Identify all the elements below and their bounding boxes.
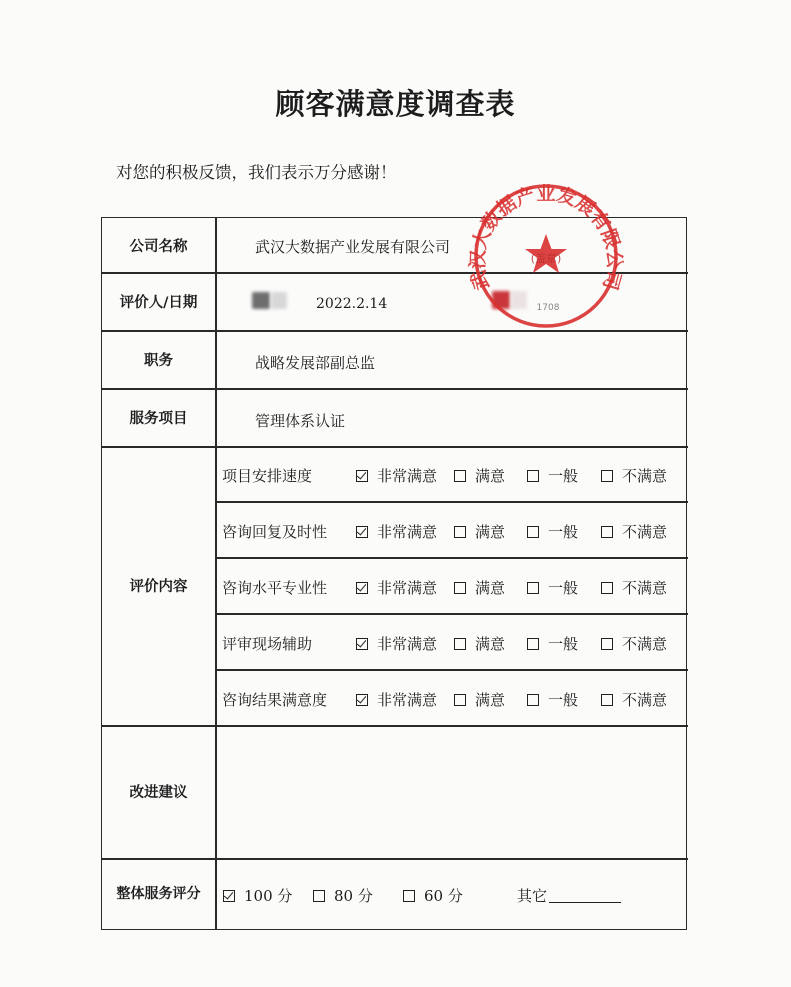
checkbox-icon[interactable] <box>223 890 235 902</box>
seal-number: 1708 <box>536 303 560 313</box>
service-label: 服务项目 <box>129 410 188 427</box>
rating-option-label: 非常满意 <box>377 523 438 541</box>
checkbox-icon[interactable] <box>454 582 466 594</box>
seal-center-text: (盖章) <box>530 252 562 265</box>
rating-option[interactable] <box>601 465 667 486</box>
criterion-label: 咨询结果满意度 <box>222 691 328 709</box>
rating-option-label: 不满意 <box>622 691 668 709</box>
row-divider <box>215 501 688 503</box>
criterion-label: 咨询水平专业性 <box>222 579 328 597</box>
checkbox-icon[interactable] <box>356 638 368 650</box>
checkbox-icon[interactable] <box>601 470 613 482</box>
rating-option-label: 不满意 <box>622 467 668 485</box>
rating-option[interactable] <box>601 577 667 598</box>
rating-option[interactable] <box>356 633 437 654</box>
rating-option-label: 非常满意 <box>377 691 438 709</box>
rating-option-label: 一般 <box>548 579 579 597</box>
other-input-line[interactable] <box>549 888 621 903</box>
checkbox-icon[interactable] <box>454 470 466 482</box>
checkbox-icon[interactable] <box>601 694 613 706</box>
rating-option-label: 非常满意 <box>377 579 438 597</box>
seal-text: 武汉大数据产业发展有限公司 <box>466 182 626 293</box>
rating-option[interactable] <box>454 521 505 542</box>
rating-option-label: 不满意 <box>622 579 668 597</box>
rating-option-label: 一般 <box>548 467 579 485</box>
criterion-label: 评审现场辅助 <box>222 635 313 653</box>
rating-option-label: 非常满意 <box>377 467 438 485</box>
row-divider <box>215 557 688 559</box>
rating-option-label: 非常满意 <box>377 635 438 653</box>
rating-option[interactable] <box>527 521 578 542</box>
rating-option-label: 不满意 <box>622 635 668 653</box>
rating-option-label: 满意 <box>475 691 506 709</box>
rating-option-label: 一般 <box>548 691 579 709</box>
thank-you-note: 对您的积极反馈，我们表示万分感谢！ <box>116 163 397 182</box>
rating-option[interactable] <box>454 577 505 598</box>
overall-option-80[interactable] <box>313 885 373 906</box>
checkbox-icon[interactable] <box>356 582 368 594</box>
checkbox-icon[interactable] <box>313 890 325 902</box>
checkbox-icon[interactable] <box>356 470 368 482</box>
position-label: 职务 <box>144 352 173 369</box>
suggestion-label: 改进建议 <box>129 785 188 801</box>
checkbox-icon[interactable] <box>527 694 539 706</box>
checkbox-icon[interactable] <box>454 526 466 538</box>
overall-score-label: 整体服务评分 <box>116 886 201 902</box>
rating-option-label: 满意 <box>475 635 506 653</box>
rating-option[interactable] <box>527 577 578 598</box>
redacted-name <box>252 292 270 309</box>
checkbox-icon[interactable] <box>601 582 613 594</box>
criterion-label: 咨询回复及时性 <box>222 523 328 541</box>
checkbox-icon[interactable] <box>454 638 466 650</box>
overall-option-label: 100 分 <box>244 887 293 905</box>
overall-option-60[interactable] <box>403 885 463 906</box>
rating-option[interactable] <box>601 633 667 654</box>
rating-option[interactable] <box>454 633 505 654</box>
company-value: 武汉大数据产业发展有限公司 <box>255 238 451 256</box>
company-label: 公司名称 <box>129 238 188 255</box>
checkbox-icon[interactable] <box>527 582 539 594</box>
rating-option[interactable] <box>356 521 437 542</box>
checkbox-icon[interactable] <box>356 694 368 706</box>
rating-option[interactable] <box>356 577 437 598</box>
checkbox-icon[interactable] <box>601 638 613 650</box>
rating-option-label: 满意 <box>475 467 506 485</box>
overall-option-label: 60 分 <box>424 887 463 905</box>
evaluation-label: 评价内容 <box>129 579 188 595</box>
rating-option[interactable] <box>601 521 667 542</box>
criterion-label: 项目安排速度 <box>222 467 313 485</box>
overall-option-100[interactable] <box>223 885 292 906</box>
date-value: 2022.2.14 <box>316 296 388 312</box>
overall-option-other[interactable] <box>517 885 621 906</box>
rating-option-label: 一般 <box>548 635 579 653</box>
rating-option[interactable] <box>527 633 578 654</box>
column-divider <box>215 218 217 929</box>
rating-option-label: 满意 <box>475 523 506 541</box>
other-label: 其它 <box>517 887 548 905</box>
row-divider <box>215 613 688 615</box>
rating-option[interactable] <box>356 689 437 710</box>
redacted-name <box>271 292 287 309</box>
rating-option[interactable] <box>601 689 667 710</box>
overall-option-label: 80 分 <box>334 887 373 905</box>
rating-option[interactable] <box>527 689 578 710</box>
checkbox-icon[interactable] <box>601 526 613 538</box>
checkbox-icon[interactable] <box>527 526 539 538</box>
checkbox-icon[interactable] <box>356 526 368 538</box>
rating-option-label: 满意 <box>475 579 506 597</box>
rating-option-label: 一般 <box>548 523 579 541</box>
rating-option[interactable] <box>454 689 505 710</box>
position-value: 战略发展部副总监 <box>255 354 376 372</box>
checkbox-icon[interactable] <box>403 890 415 902</box>
checkbox-icon[interactable] <box>527 470 539 482</box>
checkbox-icon[interactable] <box>454 694 466 706</box>
rating-option[interactable] <box>454 465 505 486</box>
rating-option[interactable] <box>356 465 437 486</box>
document-title: 顾客满意度调查表 <box>275 87 516 121</box>
service-value: 管理体系认证 <box>255 412 346 430</box>
row-divider <box>215 669 688 671</box>
company-seal <box>466 176 626 336</box>
rating-option-label: 不满意 <box>622 523 668 541</box>
rating-option[interactable] <box>527 465 578 486</box>
evaluator-label: 评价人/日期 <box>119 294 198 311</box>
checkbox-icon[interactable] <box>527 638 539 650</box>
